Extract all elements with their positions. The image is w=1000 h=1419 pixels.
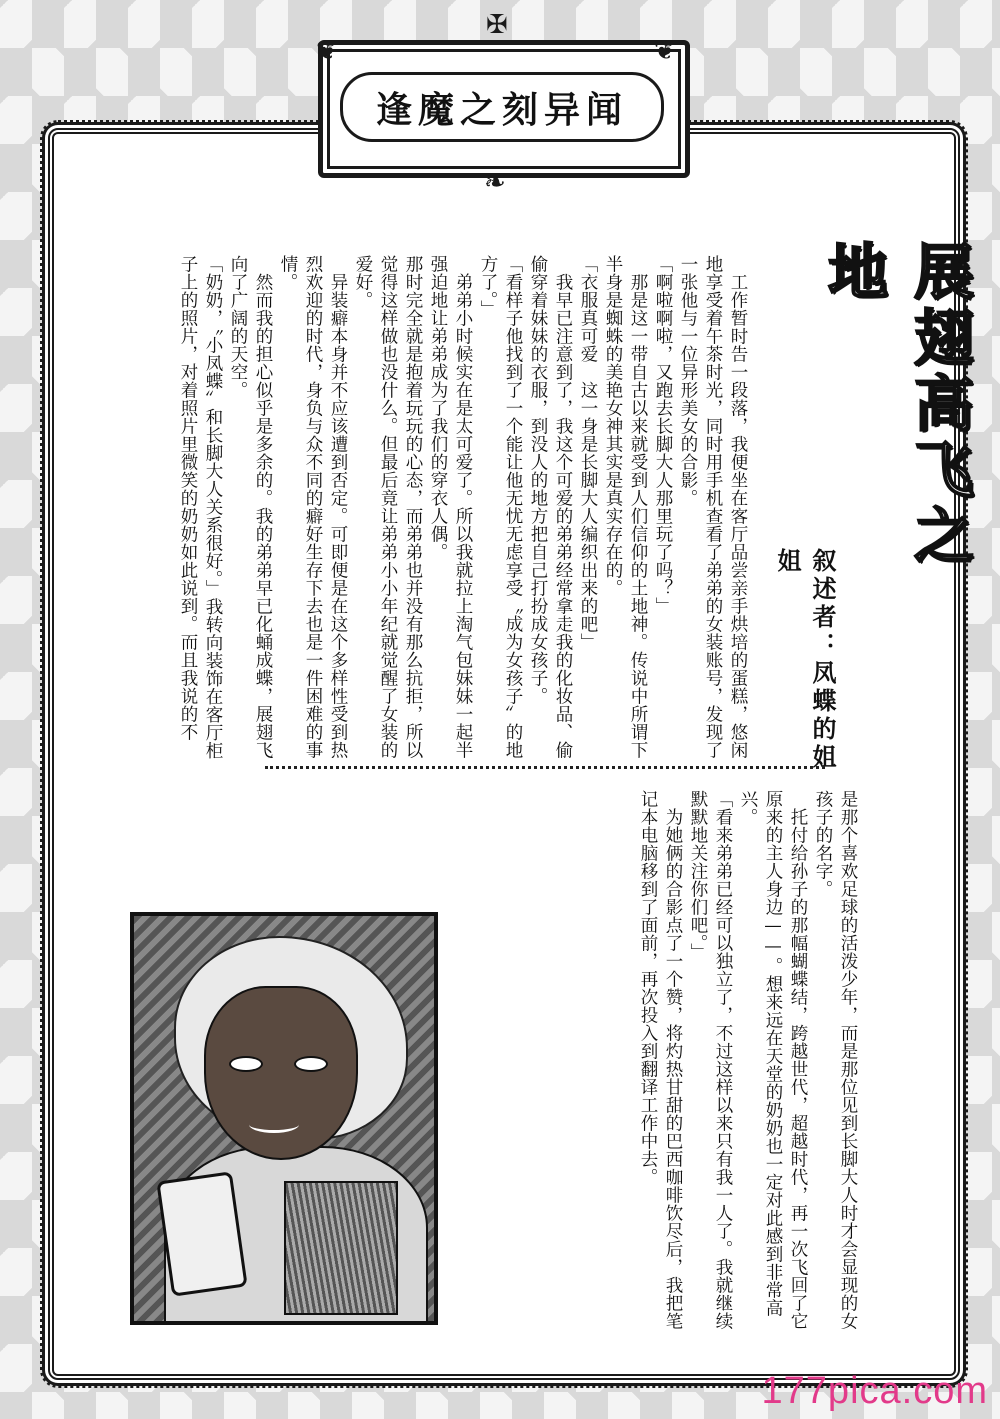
paragraph: 弟弟小时候实在是太可爱了。所以我就拉上淘气包妹妹一起半强迫地让弟弟成为了我们的穿衣人偶。 xyxy=(428,255,473,759)
narrator-credit: 叙述者：凤蝶的姐姐 xyxy=(773,548,837,772)
figure-eye xyxy=(229,1056,263,1072)
paragraph: 「衣服真可爱 这一身是长脚大人编织出来的吧」 xyxy=(578,255,598,651)
site-watermark: 177pica.com xyxy=(761,1370,988,1412)
paragraph: 工作暂时告一段落，我便坐在客厅品尝亲手烘培的蛋糕，悠闲地享受着午茶时光，同时用手机查看了弟弟的女装账号，发现了一张他与一位异形美女的合影。 xyxy=(678,255,748,759)
paragraph: 那是这一带自古以来就受到人们信仰的土地神。传说中所谓下半身是蜘蛛的美艳女神其实是真实存在的。 xyxy=(603,255,648,759)
header-scroll-banner xyxy=(340,72,664,142)
paragraph: 为她俩的合影点了一个赞，将灼热甘甜的巴西咖啡饮尽后，我把笔记本电脑移到了面前，再次投入到翻译工作中去。 xyxy=(638,790,683,1330)
paragraph: 「啊啦啊啦，又跑去长脚大人那里玩了吗？」 xyxy=(653,255,673,615)
paragraph: 「看样子他找到了一个能让他无忧无虑享受〝成为女孩子〟的地方了。」 xyxy=(478,255,523,759)
dotted-divider xyxy=(265,766,825,769)
knitted-cloth xyxy=(284,1181,398,1315)
paragraph: 是那个喜欢足球的活泼少年，而是那位见到长脚大人时才会显现的女孩子的名字。 xyxy=(813,790,858,1330)
paragraph: 「看来弟弟已经可以独立了，不过这样以来只有我一人了。我就继续默默地关注你们吧。」 xyxy=(688,790,733,1330)
bottom-ornament-icon: ❧ xyxy=(484,168,506,198)
article-title: 展翅高飞之地 xyxy=(818,240,974,570)
article-body-bottom xyxy=(620,790,860,1335)
figure-face xyxy=(204,986,358,1160)
paragraph: 然而我的担心似乎是多余的。我的弟弟早已化蛹成蝶，展翅飞向了广阔的天空。 xyxy=(228,255,273,759)
article-body-top xyxy=(178,255,750,760)
manga-illustration-panel xyxy=(130,912,438,1325)
figure-eye xyxy=(294,1056,328,1072)
paragraph: 我早已注意到了，我这个可爱的弟弟经常拿走我的化妆品、偷偷穿着妹妹的衣服，到没人的地方把自己打扮成女孩子。 xyxy=(528,255,573,759)
phone-icon xyxy=(156,1171,247,1296)
header-title: 逢魔之刻异闻 xyxy=(375,88,628,131)
paragraph: 「奶奶，〝小凤蝶〟和长脚大人关系很好。」我转向装饰在客厅柜子上的照片，对着照片里微笑的奶奶如此说到。而且我说的不 xyxy=(178,255,223,760)
figure-smile xyxy=(249,1116,299,1133)
paragraph: 托付给孙子的那幅蝴蝶结，跨越世代，超越时代，再一次飞回了它原来的主人身边——。想来远在天堂的奶奶也一定对此感到非常高兴。 xyxy=(738,790,808,1330)
crest-ornament-icon: ✠ xyxy=(486,10,508,40)
corner-ornament-icon: ❦ xyxy=(654,36,676,66)
paragraph: 那时完全就是抱着玩玩的心态，而弟弟也并没有那么抗拒，所以觉得这样做也没什么。但最后竟让弟弟小小年纪就觉醒了女装的爱好。 xyxy=(353,255,423,759)
paragraph: 异装癖本身并不应该遭到否定。可即便是在这个多样性受到热烈欢迎的时代，身负与众不同的癖好生存下去也是一件困难的事情。 xyxy=(278,255,348,759)
corner-ornament-icon: ❦ xyxy=(316,36,338,66)
